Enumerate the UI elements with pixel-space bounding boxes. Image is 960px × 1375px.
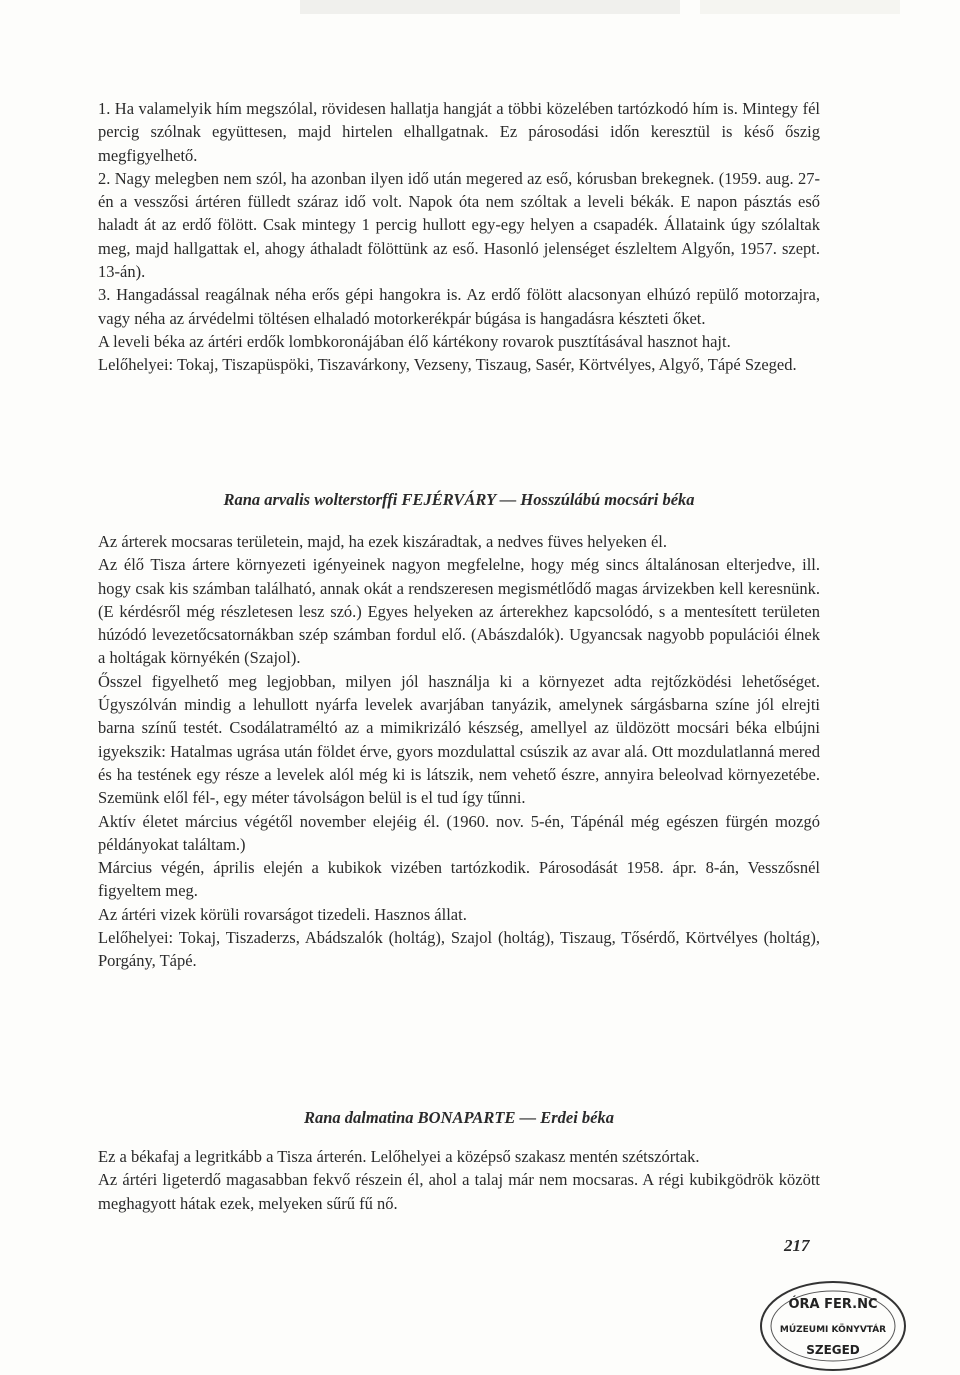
svg-text:SZEGED: SZEGED (806, 1343, 860, 1357)
paragraph: 2. Nagy melegben nem szól, ha azonban ilyen idő után megered az eső, kórusban brekegnek. (1959. aug. 27-én a vesszősi ártéren fülledt száraz idő volt. Napok óta nem szóltak a leveli békák. E napon pásztás eső haladt át az erdő fölött. Csak mintegy 1 percig hullott egy-egy helyen a csapadék. Állataink úgy szólaltak meg, majd hallgattak el, ahogy áthaladt fölöttünk az eső. Hasonló jelenséget észleltem Algyőn, 1957. szept. 13-án). (98, 168, 820, 282)
paragraph: Ősszel figyelhető meg legjobban, milyen jól használja ki a környezet adta rejtőzködési lehetőséget. Úgyszólván mindig a lehullott nyárfa levelek avarjában tanyázik, amelynek sárgásbarna színe jól elrejti barna színű testét. Csodálatraméltó az a mimikrizáló készség, amellyel az üldözött mocsári béka elbújni igyekszik: Hatalmas ugrása után földet érve, gyors mozdulattal csúszik az avar alá. Ott mozdulatlanná mered és ha testének egy része a levelek alól még ki is látszik, nem vehető észre, annyira beleolvad környezetébe. Szemünk elől fél-, egy méter távolságon belül is el tud így tűnni. (98, 671, 820, 808)
section-heading: Rana arvalis wolterstorffi FEJÉRVÁRY — Hosszúlábú mocsári béka (223, 490, 695, 509)
paragraph: Az élő Tisza ártere környezeti igényeinek nagyon megfelelne, hogy még sincs általánosan elterjedve, ill. hogy csak kis számban található, annak okát a rendszeresen megismétlődő magas árvizekben kell keresnünk. (E kérdésről még részletesen lesz szó.) Egyes helyeken az árterekhez kapcsolódó, s a mentesített területen húzódó levezetőcsatornákban szép számban fordul elő. (Abászdalók). Ugyancsak nagyobb populációi élnek a holtágak környékén (Szajol). (98, 555, 820, 668)
library-stamp (758, 1278, 908, 1373)
text-block-middle (98, 530, 820, 973)
paragraph: 1. Ha valamelyik hím megszólal, rövidesen hallatja hangját a többi közelében tartózkodó hím is. Mintegy fél percig szólnak együttesen, majd hirtelen elhallgatnak. Ez párosodási időn keresztül is késő őszig megfigyelhető. (98, 99, 820, 165)
paragraph: Lelőhelyei: Tokaj, Tiszaderzs, Abádszalók (holtág), Szajol (holtág), Tiszaug, Tősérdő, Körtvélyes (holtág), Porgány, Tápé. (98, 928, 820, 971)
paragraph: 3. Hangadással reagálnak néha erős gépi hangokra is. Az erdő fölött alacsonyan elhúzó repülő motorzajra, vagy néha az árvédelmi töltésen elhaladó motorkerékpár búgása is hangadásra készteti őket. (98, 285, 820, 328)
paragraph: Aktív életet március végétől november elejéig él. (1960. nov. 5-én, Tápénál még egészen fürgén mozgó példányokat találtam.) (98, 811, 820, 854)
paragraph: Ez a békafaj a legritkább a Tisza árterén. Lelőhelyei a középső szakasz mentén szétszórtak. (98, 1147, 700, 1166)
svg-text:MÚZEUMI KÖNYVTÁR: MÚZEUMI KÖNYVTÁR (779, 1325, 887, 1335)
paragraph: Lelőhelyei: Tokaj, Tiszapüspöki, Tiszavárkony, Vezseny, Tiszaug, Sasér, Körtvélyes, Algyő, Tápé Szeged. (98, 355, 797, 375)
paragraph: Az árterek mocsaras területein, majd, ha ezek kiszáradtak, a nedves füves helyeken él. (98, 532, 667, 551)
section-heading: Rana dalmatina BONAPARTE — Erdei béka (303, 1108, 615, 1127)
paragraph: Március végén, április elején a kubikok vizében tartózkodik. Párosodását 1958. ápr. 8-án, Vesszősnél figyeltem meg. (98, 858, 820, 901)
paragraph: Az ártéri vizek körüli rovarságot tizedeli. Hasznos állat. (98, 904, 467, 924)
text-block-bottom (98, 1145, 820, 1215)
scan-noise (300, 0, 680, 14)
text-block-top (98, 97, 820, 377)
svg-text:ÓRA FER.NC: ÓRA FER.NC (788, 1297, 878, 1312)
page-number: 217 (784, 1236, 810, 1255)
paragraph: A leveli béka az ártéri erdők lombkoronájában élő kártékony rovarok pusztításával hasznot hajt. (98, 331, 731, 351)
paragraph: Az ártéri ligeterdő magasabban fekvő részein él, ahol a talaj már nem mocsaras. A régi kubikgödrök között meghagyott hátak ezek, melyeken sűrű fű nő. (98, 1170, 820, 1213)
scan-noise (700, 0, 900, 14)
